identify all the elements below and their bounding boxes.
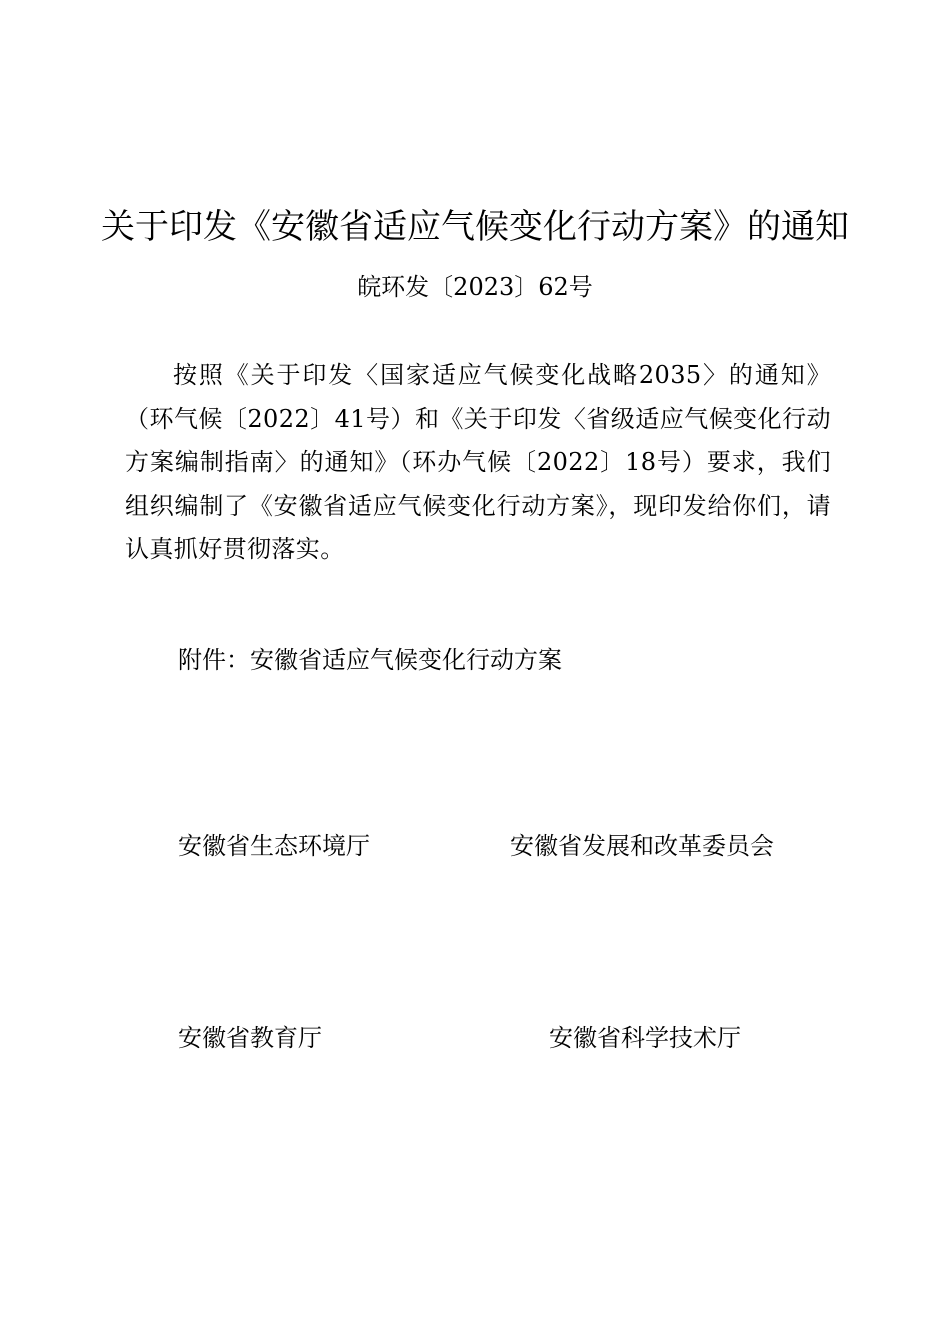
signer-education: 安徽省教育厅 (178, 1024, 322, 1052)
signer-science-technology: 安徽省科学技术厅 (549, 1024, 741, 1052)
attachment-line: 附件：安徽省适应气候变化行动方案 (178, 646, 562, 674)
document-title: 关于印发《安徽省适应气候变化行动方案》的通知 (101, 207, 849, 247)
document-number: 皖环发〔2023〕62号 (357, 273, 593, 301)
signer-ecology-environment: 安徽省生态环境厅 (178, 832, 370, 860)
body-paragraph: 按照《关于印发〈国家适应气候变化战略2035〉的通知》（环气候〔2022〕41号）和《关于印发〈省级适应气候变化行动方案编制指南〉的通知》（环办气候〔2022〕18号）要求，我们组织编制了《安徽省适应气候变化行动方案》，现印发给你们，请认真抓好贯彻落实。 (125, 361, 831, 563)
signer-development-reform: 安徽省发展和改革委员会 (510, 832, 774, 860)
